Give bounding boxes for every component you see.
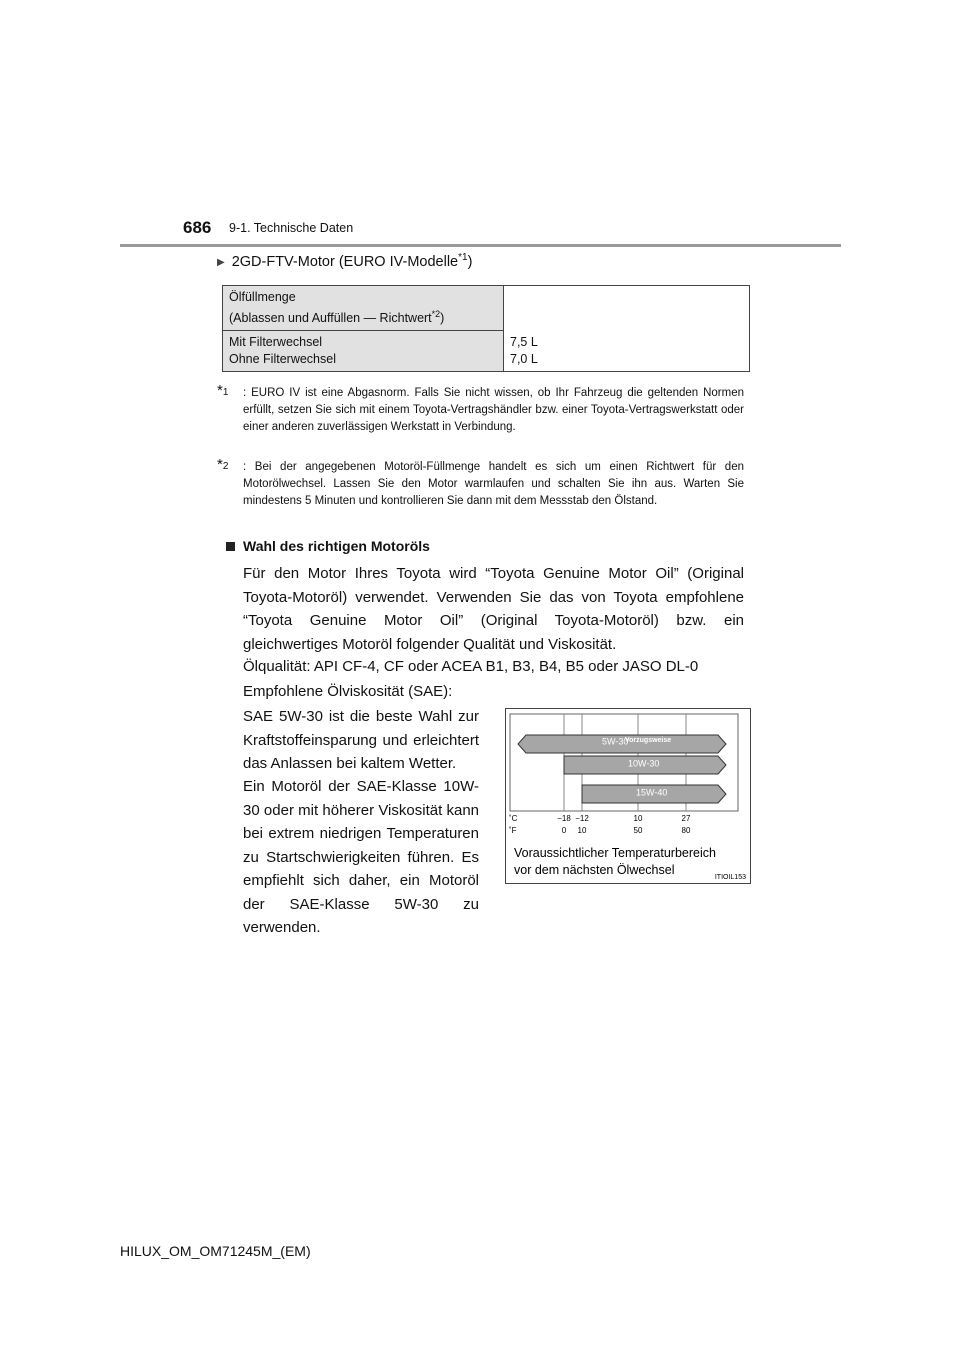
oil-quality: Ölqualität: API CF-4, CF oder ACEA B1, B3, B4, B5 oder JASO DL-0 [243,658,699,675]
unit-celsius: ˚C [509,814,518,823]
bar-5w30 [518,735,726,753]
footnote-1 [217,382,744,436]
tick-c: 27 [681,814,691,823]
table-values-cell [504,286,750,372]
paragraph-10w30: Ein Motoröl der SAE-Klasse 10W-30 oder mit höherer Viskosität kann bei extrem niedrigen Temperaturen zu Startschwierigkeiten führen. Es empfiehlt sich daher, ein Motoröl der SAE-Klasse 5W-30 zu verwenden. [243,778,479,936]
bar-15w40 [582,785,726,803]
tick-c: −12 [575,814,589,823]
subheading-close: ) [467,253,473,270]
subheading-footnote-ref: *1 [458,252,468,263]
label-with-filter: Mit Filterwechsel [229,335,323,350]
header-rule [120,244,841,247]
tick-c: 10 [633,814,643,823]
subheading-text: 2GD-FTV-Motor (EURO IV-Modelle [231,253,459,270]
label-without-filter: Ohne Filterwechsel [229,352,336,367]
figure-caption-line2: vor dem nächsten Ölwechsel [514,863,675,877]
table-header-close: ) [440,311,445,326]
engine-subheading [217,252,472,270]
oil-capacity-table [222,285,750,372]
table-labels-cell [223,331,504,372]
footnote-2 [217,456,744,510]
bar-10w30 [564,756,726,774]
tick-f: 80 [681,826,691,835]
tick-f: 50 [633,826,643,835]
footnote-2-mark: *2 [217,456,229,473]
footnote-2-text: : Bei der angegebenen Motoröl-Füllmenge handelt es sich um einen Richtwert für den Motorölwechsel. Lassen Sie den Motor warmlaufen und schalten Sie ihn aus. Warten Sie mindestens 5 Minuten und kontrollieren Sie dann mit dem Messstab den Ölstand. [243,461,744,507]
viscosity-figure [505,708,751,884]
value-with-filter: 7,5 L [510,335,538,350]
table-header-cell [223,286,504,331]
bar-5w30-label: 5W-30 [602,736,629,747]
table-header-line2: (Ablassen und Auffüllen — Richtwert [229,311,432,326]
page-number: 686 [183,218,212,237]
bar-10w30-label: 10W-30 [628,758,660,769]
square-bullet-icon [226,542,235,551]
footnote-1-text: : EURO IV ist eine Abgasnorm. Falls Sie nicht wissen, ob Ihr Fahrzeug die geltenden Normen erfüllt, setzen Sie sich mit einem Toyota-Vertragshändler bzw. einer Toyota-Vertragswerkstatt oder einer anderen zuverlässigen Werkstatt in Verbindung. [243,387,744,433]
section-heading [226,538,430,554]
viscosity-chart [506,709,750,883]
bar-15w40-label: 15W-40 [636,787,668,798]
table-header-line1: Ölfüllmenge [229,290,296,304]
triangle-bullet-icon: ▶ [217,256,225,268]
section-heading-text: Wahl des richtigen Motoröls [243,538,430,554]
paragraph-5w30: SAE 5W-30 ist die beste Wahl zur Kraftstoffeinsparung und erleichtert das Anlassen bei kaltem Wetter. [243,708,479,772]
table-header-footnote-ref: *2 [431,309,441,319]
intro-paragraph: Für den Motor Ihres Toyota wird “Toyota Genuine Motor Oil” (Original Toyota-Motoröl) verwendet. Verwenden Sie das von Toyota empfohlene “Toyota Genuine Motor Oil” (Original Toyota-Motoröl) bzw. ein gleichwertiges Motoröl folgender Qualität und Viskosität. [243,565,744,653]
tick-c: −18 [557,814,571,823]
value-without-filter: 7,0 L [510,352,538,367]
tick-f: 10 [577,826,587,835]
unit-fahrenheit: ˚F [509,826,517,835]
table-header-row [223,286,750,331]
section-title: 9-1. Technische Daten [229,221,354,235]
tick-f: 0 [561,826,567,835]
footer-doc-id: HILUX_OM_OM71245M_(EM) [120,1243,311,1259]
viscosity-label: Empfohlene Ölviskosität (SAE): [243,683,453,700]
bar-5w30-extra: Vorzugsweise [625,737,672,744]
figure-caption-line1: Voraussichtlicher Temperaturbereich [514,846,716,860]
figure-code: ITIOIL153 [714,874,746,881]
footnote-1-mark: *1 [217,382,229,399]
